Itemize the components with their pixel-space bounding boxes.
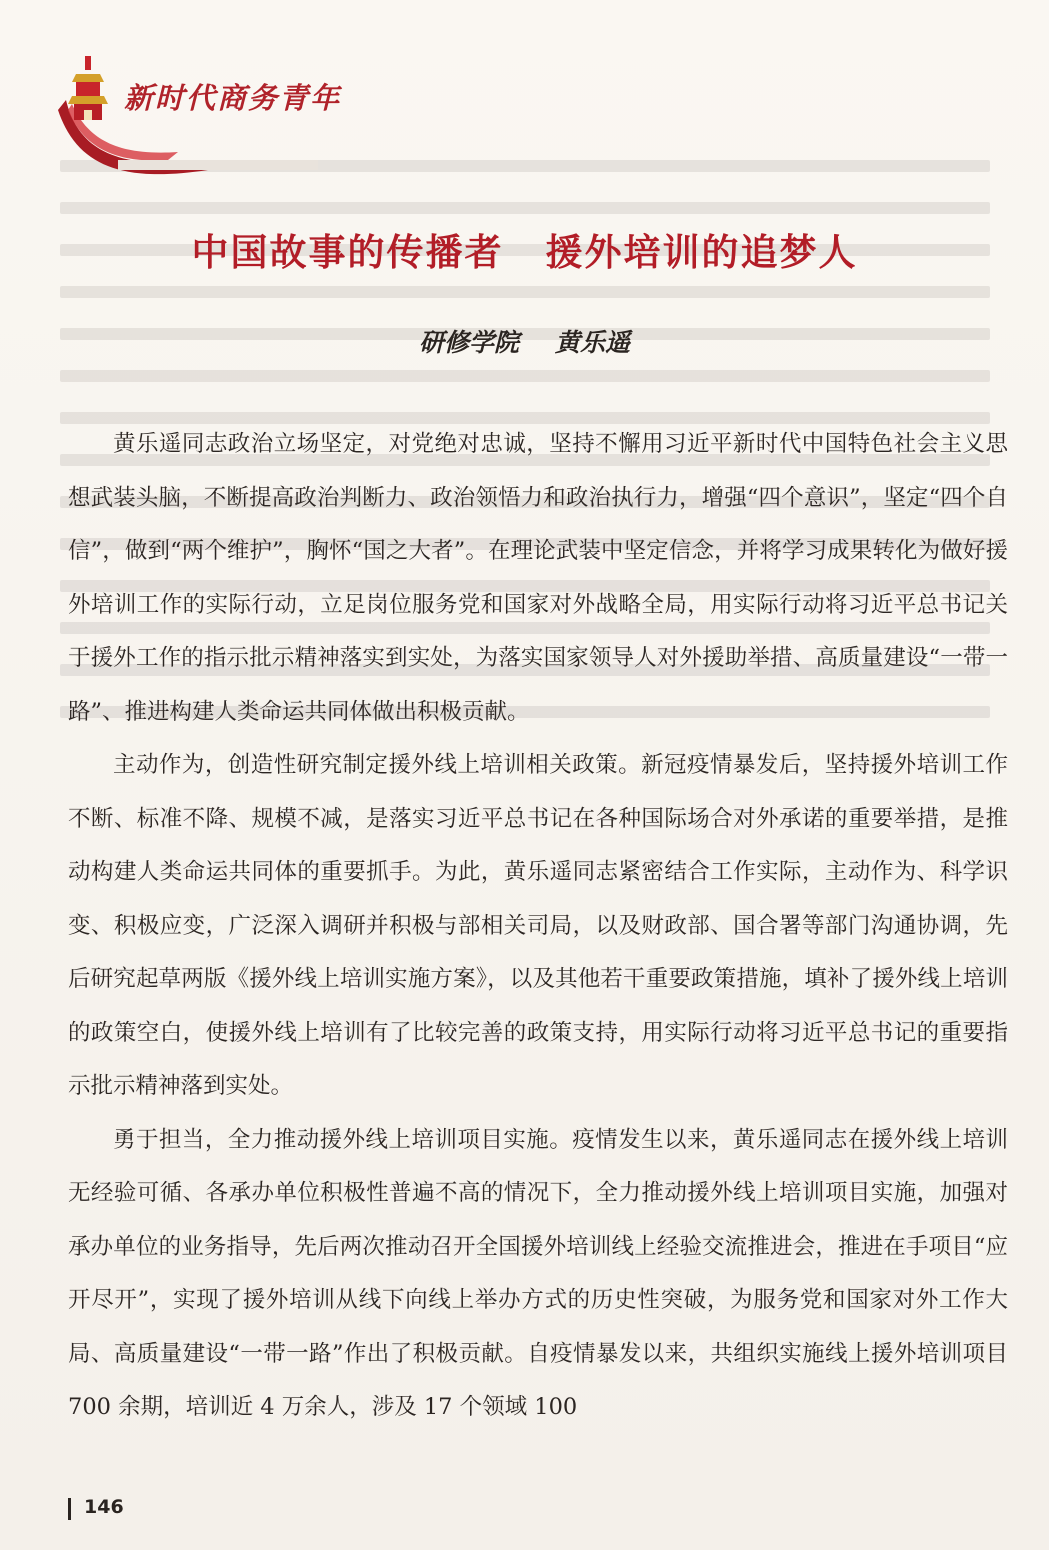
paragraph: 黄乐遥同志政治立场坚定，对党绝对忠诚，坚持不懈用习近平新时代中国特色社会主义思想武装头脑，不断提高政治判断力、政治领悟力和政治执行力，增强“四个意识”，坚定“四个自信”，做到“两个维护”，胸怀“国之大者”。在理论武装中坚定信念，并将学习成果转化为做好援外培训工作的实际行动，立足岗位服务党和国家对外战略全局，用实际行动将习近平总书记关于援外工作的指示批示精神落实到实处，为落实国家领导人对外援助举措、高质量建设“一带一路”、推进构建人类命运共同体做出积极贡献。 — [68, 431, 1008, 725]
byline-author: 黄乐遥 — [555, 328, 631, 357]
tiananmen-emblem-icon — [68, 56, 108, 126]
article-title-part2: 援外培训的追梦人 — [545, 231, 858, 274]
article-title — [0, 222, 1049, 276]
page-number-bar — [68, 1498, 71, 1520]
header-underline — [118, 160, 318, 170]
paragraph: 勇于担当，全力推动援外线上培训项目实施。疫情发生以来，黄乐遥同志在援外线上培训无经验可循、各承办单位积极性普遍不高的情况下，全力推动援外线上培训项目实施，加强对承办单位的业务指导，先后两次推动召开全国援外培训线上经验交流推进会，推进在手项目“应开尽开”，实现了援外培训从线下向线上举办方式的历史性突破，为服务党和国家对外工作大局、高质量建设“一带一路”作出了积极贡献。自疫情暴发以来，共组织实施线上援外培训项目 700 余期，培训近 4 万余人，涉及 17 个领域 100 — [68, 1126, 1008, 1420]
byline — [0, 323, 1049, 359]
section-title: 新时代商务青年 — [124, 81, 342, 115]
paragraph: 主动作为，创造性研究制定援外线上培训相关政策。新冠疫情暴发后，坚持援外培训工作不断、标准不降、规模不减，是落实习近平总书记在各种国际场合对外承诺的重要举措，是推动构建人类命运共同体的重要抓手。为此，黄乐遥同志紧密结合工作实际，主动作为、科学识变、积极应变，广泛深入调研并积极与部相关司局，以及财政部、国合署等部门沟通协调，先后研究起草两版《援外线上培训实施方案》，以及其他若干重要政策措施，填补了援外线上培训的政策空白，使援外线上培训有了比较完善的政策支持，用实际行动将习近平总书记的重要指示批示精神落到实处。 — [68, 752, 1008, 1099]
byline-department: 研修学院 — [418, 328, 519, 357]
article-title-part1: 中国故事的传播者 — [191, 231, 504, 274]
page-number: 146 — [84, 1496, 124, 1518]
article-body — [68, 418, 1008, 1435]
section-header — [58, 50, 378, 150]
